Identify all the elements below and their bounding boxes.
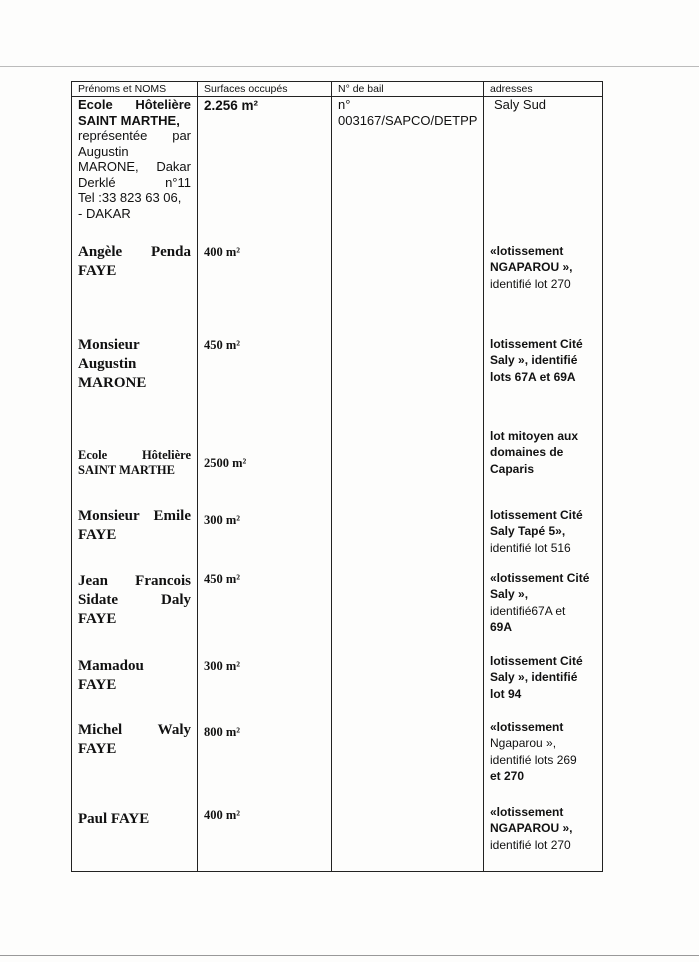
lease-number-cell xyxy=(332,239,484,334)
owner-name-cell: Angèle Penda FAYE xyxy=(72,239,198,334)
lease-number-cell xyxy=(332,501,484,567)
table-row xyxy=(72,334,603,428)
page-top-rule xyxy=(0,66,699,67)
lease-number-cell xyxy=(332,800,484,872)
lease-table xyxy=(71,81,603,872)
surface-cell: 800 m² xyxy=(198,715,332,800)
surface-cell: 300 m² xyxy=(198,501,332,567)
table-row xyxy=(72,501,603,567)
address-cell: «lotissement NGAPAROU », identifié lot 270 xyxy=(484,800,603,872)
table-header-row xyxy=(72,82,603,97)
table-row xyxy=(72,715,603,800)
address-cell: Saly Sud xyxy=(484,97,603,239)
address-cell: lotissement Cité Saly », identifié lots 67A et 69A xyxy=(484,334,603,428)
surface-cell: 400 m² xyxy=(198,800,332,872)
lease-number-cell xyxy=(332,428,484,501)
header-address: adresses xyxy=(484,82,603,97)
surface-cell: 450 m² xyxy=(198,334,332,428)
page-bottom-rule xyxy=(0,955,699,956)
lease-number-cell xyxy=(332,651,484,715)
owner-name-cell: Paul FAYE xyxy=(72,800,198,872)
table-row xyxy=(72,428,603,501)
owner-name-cell: Ecole Hôtelière SAINT MARTHE, représentée par Augustin MARONE, Dakar Derklé n°11 Tel :33 823 63 06, - DAKAR xyxy=(72,97,198,239)
owner-name-cell: Jean Francois Sidate Daly FAYE xyxy=(72,567,198,651)
header-surface: Surfaces occupés xyxy=(198,82,332,97)
lease-number-cell xyxy=(332,567,484,651)
table-row xyxy=(72,97,603,239)
lease-number-cell xyxy=(332,334,484,428)
address-cell: lotissement Cité Saly Tapé 5», identifié lot 516 xyxy=(484,501,603,567)
owner-name-cell: Monsieur Emile FAYE xyxy=(72,501,198,567)
owner-name-cell: Mamadou FAYE xyxy=(72,651,198,715)
surface-cell: 450 m² xyxy=(198,567,332,651)
table-row xyxy=(72,239,603,334)
lease-number-cell: n° 003167/SAPCO/DETPP xyxy=(332,97,484,239)
surface-cell: 2.256 m² xyxy=(198,97,332,239)
address-cell: «lotissement Ngaparou », identifié lots 269 et 270 xyxy=(484,715,603,800)
owner-name-cell: Michel Waly FAYE xyxy=(72,715,198,800)
owner-name-cell: Monsieur Augustin MARONE xyxy=(72,334,198,428)
address-cell: «lotissement Cité Saly », identifié67A et 69A xyxy=(484,567,603,651)
header-names: Prénoms et NOMS xyxy=(72,82,198,97)
address-cell: «lotissement NGAPAROU », identifié lot 270 xyxy=(484,239,603,334)
surface-cell: 400 m² xyxy=(198,239,332,334)
table-row xyxy=(72,800,603,872)
header-lease-number: N° de bail xyxy=(332,82,484,97)
address-cell: lot mitoyen aux domaines de Caparis xyxy=(484,428,603,501)
lease-number-cell xyxy=(332,715,484,800)
address-cell: lotissement Cité Saly », identifié lot 94 xyxy=(484,651,603,715)
table-row xyxy=(72,651,603,715)
owner-name-cell: Ecole Hôtelière SAINT MARTHE xyxy=(72,428,198,501)
table-row xyxy=(72,567,603,651)
surface-cell: 2500 m² xyxy=(198,428,332,501)
surface-cell: 300 m² xyxy=(198,651,332,715)
